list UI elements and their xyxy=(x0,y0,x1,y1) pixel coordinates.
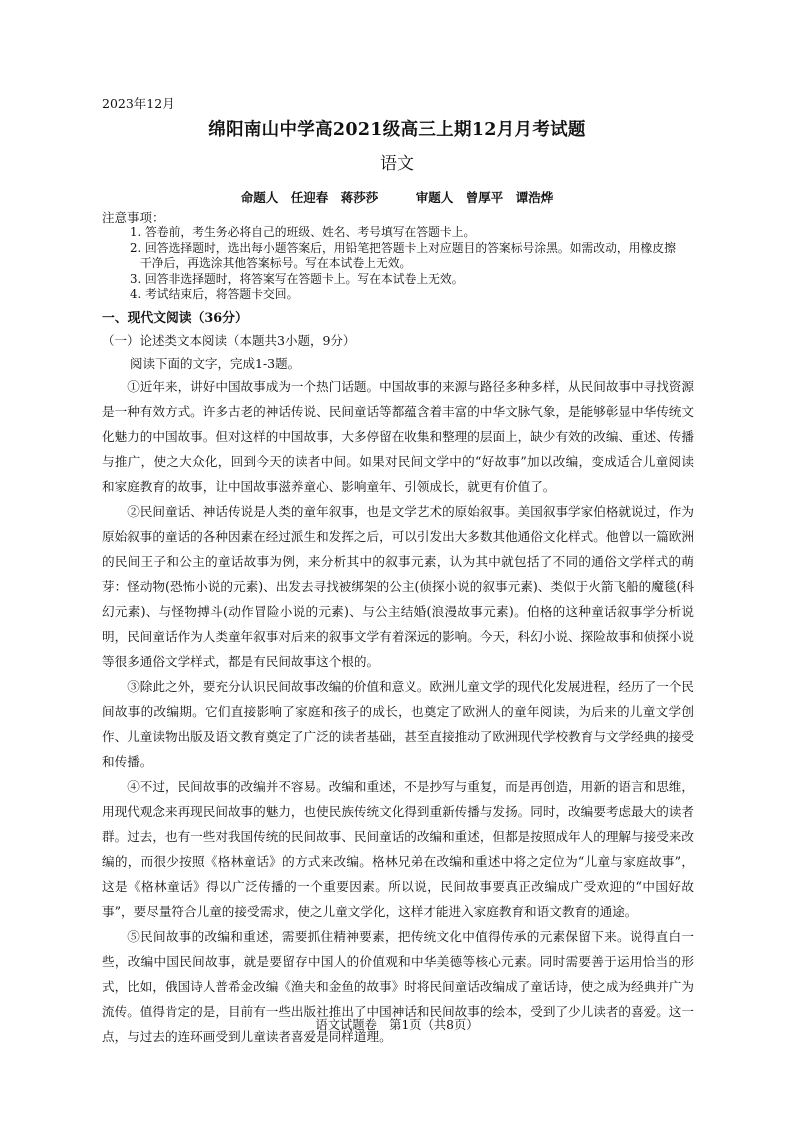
reading-instruction: 阅读下面的文字，完成1-3题。 xyxy=(130,356,301,371)
notice-item: 4. 考试结束后，将答题卡交回。 xyxy=(130,287,299,302)
notice-heading: 注意事项： xyxy=(102,210,165,225)
notice-item: 2. 回答选择题时，选出每小题答案后，用铅笔把答题卡上对应题目的答案标号涂黑。如需改动，用橡皮擦 xyxy=(130,240,676,255)
section-title: 一、现代文阅读（36分） xyxy=(102,311,248,326)
notice-item: 1. 答卷前，考生务必将自己的班级、姓名、考号填写在答题卡上。 xyxy=(130,225,476,239)
notice-item: 3. 回答非选择题时，将答案写在答题卡上。写在本试卷上无效。 xyxy=(130,271,464,286)
exam-title: 绵阳南山中学高2021级高三上期12月月考试题 xyxy=(208,120,586,140)
subsection-title: （一）论述类文本阅读（本题共3小题，9分） xyxy=(102,333,356,348)
passage xyxy=(102,374,694,1049)
passage-paragraph: ②民间童话、神话传说是人类的童年叙事，也是文学艺术的原始叙事。美国叙事学家伯格就说过，作为原始叙事的童话的各种因素在经过派生和发挥之后，可以引发出大多数其他通俗文化样式。他曾以一篇欧洲的民间王子和公主的童话故事为例，来分析其中的叙事元素，认为其中就包括了不同的通俗文学样式的萌芽：怪动物(恐怖小说的元素)、出发去寻找被绑架的公主(侦探小说的叙事元素)、类似于火箭飞船的魔毯(科幻元素)、与怪物搏斗(动作冒险小说的元素)、与公主结婚(浪漫故事元素)。伯格的这种童话叙事学分析说明，民间童话作为人类童年叙事对后来的叙事文学有着深远的影响。今天，科幻小说、探险故事和侦探小说等很多通俗文学样式，都是有民间故事这个根的。 xyxy=(102,504,694,669)
notice-list xyxy=(130,225,730,303)
exam-authors: 命题人 任迎春 蒋莎莎 审题人 曾厚平 谭浩烨 xyxy=(240,190,554,205)
notice-item-continuation xyxy=(130,256,730,272)
passage-paragraph: ③除此之外，要充分认识民间故事改编的价值和意义。欧洲儿童文学的现代化发展进程，经历了一个民间故事的改编期。它们直接影响了家庭和孩子的成长，也奠定了欧洲人的童年阅读，为后来的儿童文学创作、儿童读物出版及语文教育奠定了广泛的读者基础，甚至直接推动了欧洲现代学校教育与文学经典的接受和传播。 xyxy=(102,679,694,769)
passage-paragraph: ⑤民间故事的改编和重述，需要抓住精神要素，把传统文化中值得传承的元素保留下来。说得直白一些，改编中国民间故事，就是要留存中国人的价值观和中华美德等核心元素。同时需要善于运用恰当的形式，比如，俄国诗人普希金改编《渔夫和金鱼的故事》时将民间童话改编成了童话诗，使之成为经典并广为流传。值得肯定的是，目前有一些出版社推出了中国神话和民间故事的绘本，受到了少儿读者的喜爱。这一点，与过去的连环画受到儿童读者喜爱是同样道理。 xyxy=(102,929,694,1044)
passage-paragraph: ④不过，民间故事的改编并不容易。改编和重述，不是抄写与重复，而是再创造，用新的语言和思维，用现代观念来再现民间故事的魅力，也使民族传统文化得到重新传播与发扬。同时，改编要考虑最大的读者群。过去，也有一些对我国传统的民间故事、民间童话的改编和重述，但都是按照成年人的理解与接受来改编的，而很少按照《格林童话》的方式来改编。格林兄弟在改编和重述中将之定位为“儿童与家庭故事”，这是《格林童话》得以广泛传播的一个重要因素。所以说，民间故事要真正改编成广受欢迎的“中国好故事”，要尽量符合儿童的接受需求，使之儿童文学化，这样才能进入家庭教育和语文教育的通途。 xyxy=(102,779,694,919)
notice-item-continuation-text: 干净后，再选涂其他答案标号。写在本试卷上无效。 xyxy=(140,256,412,271)
exam-date: 2023年12月 xyxy=(102,96,175,111)
passage-paragraph: ①近年来，讲好中国故事成为一个热门话题。中国故事的来源与路径多种多样，从民间故事中寻找资源是一种有效方式。许多古老的神话传说、民间童话等都蕴含着丰富的中华文脉气象，是能够彰显中华传统文化魅力的中国故事。但对这样的中国故事，大多停留在收集和整理的层面上，缺少有效的改编、重述、传播与推广，使之大众化，回到今天的读者中间。如果对民间文学中的“好故事”加以改编，变成适合儿童阅读和家庭教育的故事，让中国故事滋养童心、影响童年、引领成长，就更有价值了。 xyxy=(102,379,694,494)
exam-subject: 语文 xyxy=(380,154,414,174)
page-footer: 语文试题卷 第1页（共8页） xyxy=(315,1018,479,1032)
